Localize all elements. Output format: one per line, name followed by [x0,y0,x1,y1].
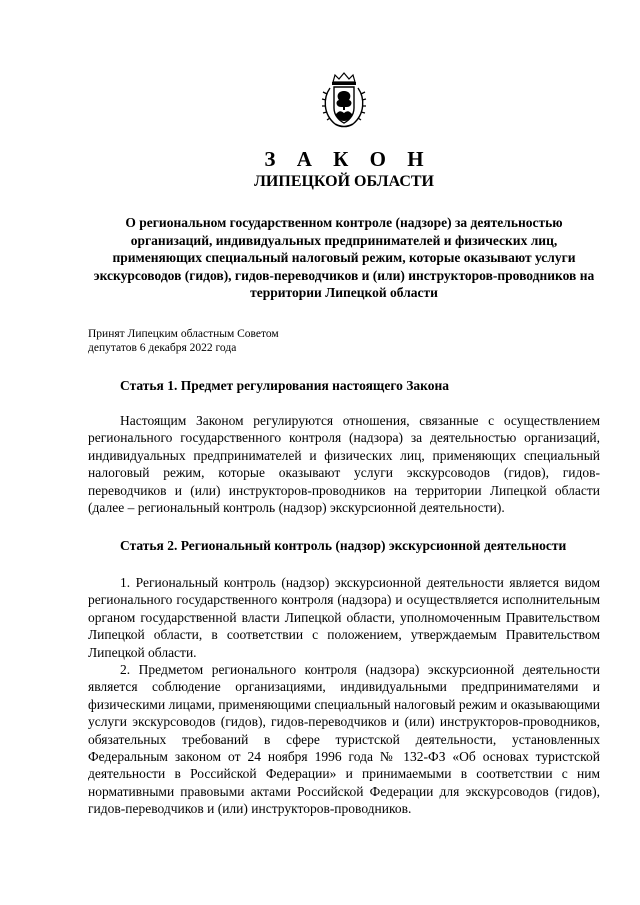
article-2-heading: Статья 2. Региональный контроль (надзор) экскурсионной деятельности [120,538,567,554]
adoption-note [88,327,600,356]
article-2-paragraph-2: 2. Предметом регионального контроля (надзора) экскурсионной деятельности является соблюдение организациями, индивидуальными предпринимателями и физическими лицами, применяющими специальный налоговый режим и оказывающими услуги экскурсоводов (гидов), гидов-переводчиков и (или) инструкторов-проводников, обязательных требований в сфере туристской деятельности, установленных Федеральным законом от 24 ноября 1996 года № 132-ФЗ «Об основах туристской деятельности в Российской Федерации» и принимаемыми в соответствии с ним нормативными правовыми актами Российской Федерации для экскурсоводов (гидов), гидов-переводчиков и (или) инструкторов-проводников. [88,661,600,817]
law-name: О региональном государственном контроле (надзоре) за деятельностью организаций, индивидуальных предпринимателей и физических лиц, применяющих специальный налоговый режим, которые оказывают услуги экскурсоводов (гидов), гидов-переводчиков и (или) инструкторов-проводников на территории Липецкой области [93,215,595,300]
adoption-line-1: Принят Липецким областным Советом [88,327,279,340]
article-1-paragraph-1: Настоящим Законом регулируются отношения, связанные с осуществлением регионального государственного контроля (надзора) за деятельностью организаций, индивидуальных предпринимателей и физических лиц, применяющих специальный налоговый режим, которые оказывают услуги экскурсоводов (гидов), гидов-переводчиков и (или) инструкторов-проводников на территории Липецкой области (далее – региональный контроль (надзор) экскурсионной деятельности). [88,413,600,516]
adoption-line-2: депутатов 6 декабря 2022 года [88,342,237,354]
document-title: З А К О Н [264,147,432,171]
article-1-heading: Статья 1. Предмет регулирования настоящего Закона [120,377,449,393]
document-region: ЛИПЕЦКОЙ ОБЛАСТИ [254,173,434,190]
article-2-paragraph-1: 1. Региональный контроль (надзор) экскурсионной деятельности является видом регионального государственного контроля (надзора) и осуществляется исполнительным органом государственной власти Липецкой области, уполномоченным Правительством Липецкой области, в соответствии с положением, утверждаемым Правительством Липецкой области. [88,574,600,660]
lipetsk-coat-of-arms-icon [321,72,367,130]
